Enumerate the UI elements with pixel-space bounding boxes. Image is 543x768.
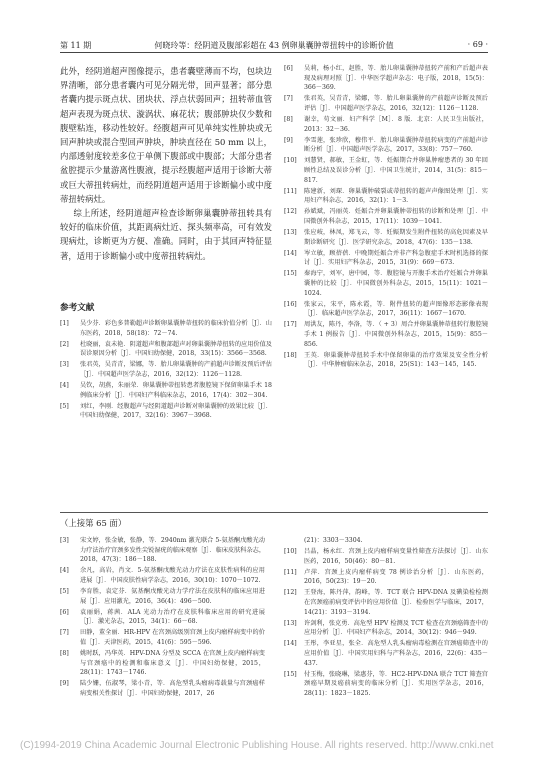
reference-number: [7] — [60, 629, 69, 637]
reference-text: 陆少姗，伍淑琴，梁小青，等．高危型乳头瘤病毒载量与宫颈癌样病变相关性探讨［J］．中国妇幼保健，2017，26 — [80, 680, 265, 697]
reference-text: 张家云，宋平，陈永霞，等．附件扭转的超声图像形态影像表现［J］．临床超声医学杂志，2017，36(11)：1667－1670. — [304, 300, 488, 318]
reference-text: 孙斌斌，冯丽英．妊娠合并卵巢囊肿蒂扭转的诊断和处理［J］．中国微创外科杂志，2015，17(11)：1039－1041. — [304, 208, 488, 225]
reference-number: [7] — [284, 95, 293, 103]
reference-item — [60, 319, 272, 338]
reference-number: [4] — [60, 567, 69, 575]
reference-item — [284, 351, 488, 370]
body-text — [60, 64, 272, 263]
reference-item — [284, 670, 488, 699]
reference-item — [284, 156, 488, 185]
reference-item — [60, 628, 265, 647]
reference-text: 刘红，李刚．经腹超声与经阴道超声诊断对卵巢囊肿的效果比较［J］．中国妇幼保健，2017，32(16)：3967－3968. — [80, 402, 272, 420]
reference-item — [60, 340, 272, 359]
reference-item — [284, 269, 488, 298]
reference-number: [10] — [284, 548, 297, 556]
reference-number: [17] — [284, 321, 297, 329]
reference-item — [60, 679, 265, 698]
reference-number: [14] — [284, 249, 297, 257]
reference-text: 杜晓丽，袁未艳．阴道超声和腹部超声对卵巢囊肿蒂扭转的应用价值及误诊原因分析［J］．中国妇幼保健，2018，33(15)：3566－3568. — [80, 340, 272, 358]
paragraph-1: 此外，经阴道超声图像提示，患者囊壁薄而不均，包块边界清晰，部分患者囊内可见分隔光带，回声显著；部分患者囊内提示斑点状、团块状、浮点状弱回声；扭转蒂血管超声表现为斑点状、漩涡状、麻花状；腹部肿块仅少数和腹壁粘连，移动性较好。经腹超声可见单纯实性肿块或无回声肿块或混合型回声肿块，肿块直径在 50 mm 以上，内部透射度较差多位于单侧下腹部或中腹部；大部分患者盆腔提示少量游离性腹液，提示经腹超声适用于诊断大蒂或巨大蒂扭转病灶，而经阴道超声适用于诊断偏小或中度蒂扭转病灶。 — [60, 66, 272, 204]
reference-item — [60, 360, 272, 379]
reference-number: [15] — [284, 670, 297, 678]
reference-text: 谢幸，苟文丽．妇产科学［M］．8 版．北京：人民卫生出版社，2013：32－36. — [304, 115, 488, 133]
reference-item — [284, 320, 488, 349]
references-heading: 参考文献 — [60, 303, 95, 313]
page-number: · 69 · — [467, 40, 488, 49]
reference-item — [60, 649, 265, 678]
reference-text: 付玉梅，张晓琳，梁惠芬，等．HC2-HPV-DNA 联合 TCT 筛查宫颈癌早期及癌前病变的临床分析［J］．实用医学杂志，2016，28(11)：1823－1825. — [304, 670, 488, 697]
reference-item — [60, 608, 265, 627]
reference-number: [15] — [284, 270, 297, 278]
reference-item — [284, 64, 488, 93]
reference-number: [2] — [60, 340, 69, 348]
reference-number: [3] — [60, 537, 69, 544]
section-divider — [60, 512, 488, 513]
reference-item — [284, 207, 488, 226]
references-bottom-left — [60, 536, 265, 700]
reference-number: [6] — [60, 608, 69, 616]
reference-text: 王彤，李亚星，张全．高危型人乳头瘤病毒检测在宫颈癌筛查中的应用价值［J］．中国实用妇科与产科杂志，2016，22(6)：435－437. — [304, 640, 488, 667]
reference-text: 卢萍．宫颈上皮内瘤样病变 78 例诊治分析［J］．山东医药，2016，50(23)：19－20. — [304, 568, 488, 586]
reference-number: [5] — [60, 402, 69, 410]
reference-item — [284, 300, 488, 319]
reference-item — [60, 402, 272, 421]
reference-text: 吴莉，杨小红，赵胜，等．胎儿卵巢囊肿蒂扭转产前和产后超声表现及病理对照［J］．中华医学超声杂志：电子版，2018，15(5)：366－369. — [304, 65, 488, 92]
issue-number: 第 11 期 — [60, 41, 92, 50]
reference-item — [284, 136, 488, 155]
reference-number: [10] — [284, 157, 297, 165]
reference-item — [284, 228, 488, 247]
continued-label: （上接第 65 面） — [60, 518, 127, 528]
reference-number: [3] — [60, 361, 69, 369]
reference-number: [16] — [284, 300, 297, 308]
reference-number: [1] — [60, 320, 69, 327]
reference-text: 陈建新，刘琛．卵巢囊肿破裂或蒂扭转的超声声像图处理［J］．实用妇产科杂志，2016，32(1)：1－3. — [304, 187, 488, 205]
reference-text: 姚时跃，冯华英．HPV-DNA 分型及 SCCA 在宫颈上皮内瘤样病变与宫颈癌中的检测和临床意义［J］．中国妇幼保健，2015，28(11)：1743－1746. — [80, 650, 265, 677]
reference-item — [284, 588, 488, 617]
reference-item — [284, 536, 488, 546]
copyright-footer: (C)1994-2019 China Academic Journal Electronic Publishing House. All rights reserved. http://www.cnki.net — [20, 740, 494, 751]
reference-number: [18] — [284, 351, 297, 359]
reference-item — [284, 619, 488, 638]
reference-text: 张君英，吴青青，梁娜，等．胎儿卵巢囊肿的产前超声诊断及预后评估［J］．中国超声医学杂志，2016，32(12)：1126－1128. — [304, 95, 488, 112]
reference-number: [13] — [284, 619, 297, 627]
paragraph-2: 综上所述，经阴道超声检查诊断卵巢囊肿蒂扭转具有较好的临床价值，其距离病灶近、探头频率高，可有效发现病灶，诊断更为方便、准确。同时，由于其回声特征显著，适用于诊断偏小或中度蒂扭转病灶。 — [60, 208, 272, 261]
reference-item — [284, 639, 488, 668]
reference-text: 田静，董全丽．HR-HPV 在宫颈高级别宫颈上皮内瘤样病变中的价值［J］．天津医药，2015，41(6)：595－596. — [80, 629, 265, 646]
reference-text: 王登海，陈丹萍，韵峰，等．TCT 联合 HPV-DNA 及碘染检检测在宫颈癌前病变评估中的应用价值［J］．检验医学与临床，2017，14(21)：3193－3194. — [304, 589, 488, 616]
reference-text: 吴钦，胡燕，朱丽荣．卵巢囊肿蒂扭转患者腹腔镜下保留卵巢手术 18 例临床分析［J］．中国妇产科临床杂志，2016，17(4)：302－304. — [80, 382, 272, 399]
reference-text: 秦海宁，刘军，唐中园，等．腹腔镜与开腹手术治疗妊娠合并卵巢囊肿的比较［J］．中国微创外科杂志，2015，15(11)：1021－1024. — [304, 270, 488, 297]
reference-item — [284, 547, 488, 566]
references-bottom-right — [284, 536, 488, 700]
reference-number: [4] — [60, 382, 69, 390]
article-title: 何晓玲等：经阴道及腹部彩超在 43 例卵巢囊肿蒂扭转中的诊断价值 — [154, 41, 394, 50]
reference-text: 许剑利，张克勇．高危型 HPV 检测及 TCT 检查在宫颈癌筛查中的应用分析［J］．中国妇产科杂志，2014，30(12)：946－949. — [304, 619, 488, 637]
reference-number: [11] — [284, 568, 297, 576]
reference-text: 李雪莲，张珍欣，穆伟平．胎儿卵巢囊肿蒂扭转病变的产前超声诊断分析［J］．中国超声医学杂志，2017，33(8)：757－760. — [304, 136, 488, 154]
reference-text: 吴少芬．彩色多普勒超声诊断卵巢囊肿蒂扭转的临床价值分析［J］．山东医药，2018，58(18)：72－74. — [80, 320, 272, 337]
reference-text: 袁丽娟，蒋茜．ALA 光动力治疗在皮肤科临床应用的研究进展［J］．激光杂志，2015，34(1)：66－68. — [80, 608, 265, 626]
reference-item — [284, 115, 488, 134]
reference-text: 张应岐，林凤，郑飞云，等．妊娠期发生附件扭转的高危因素及早期诊断研究［J］．医学研究杂志，2018，47(6)：135－138. — [304, 229, 488, 246]
reference-text: 吕晶，杨永红．宫颈上皮内瘤样病变量性筛查方法探讨［J］．山东医药，2016，50(46)：80－81. — [304, 548, 488, 565]
references-right — [284, 64, 488, 371]
reference-number: [11] — [284, 187, 297, 195]
reference-number: [12] — [284, 589, 297, 597]
reference-number: [8] — [60, 650, 69, 658]
reference-number: [13] — [284, 229, 297, 236]
reference-number: [9] — [60, 680, 69, 688]
reference-number: [6] — [284, 65, 293, 72]
reference-text: 王英．卵巢囊肿蒂扭转手术中保留卵巢的治疗效果及安全性分析［J］．中华肿瘤临床杂志，2018，25(S1)：143－145，145. — [304, 351, 488, 369]
reference-number: [9] — [284, 136, 293, 144]
reference-item — [60, 587, 265, 606]
reference-item — [60, 381, 272, 400]
reference-text: 宋文婷，张金敏，张静，等．2940nm 激光联合 5-氨基酮戊酸光动力疗法治疗宫颈多发性尖锐湿疣的临床观察［J］．临床皮肤科杂志，2018，47(3)：186－188. — [80, 537, 266, 564]
reference-item — [60, 566, 265, 585]
reference-number: [5] — [60, 587, 69, 595]
reference-text: 余凡，高岩，肖文．5-氨基酮戊酸光动力疗法在皮肤性病科的应用进展［J］．中国皮肤性病学杂志，2016，30(10)：1070－1072. — [80, 567, 265, 584]
reference-text: 李育胜，袁定芬．氨基酮戊酸光动力学疗法在皮肤科的临床应用进展［J］．应用激光，2016，36(4)：496－500. — [80, 587, 265, 605]
reference-item — [284, 187, 488, 206]
reference-number: [14] — [284, 640, 297, 648]
reference-item — [284, 568, 488, 587]
reference-item — [284, 94, 488, 113]
reference-item — [60, 536, 265, 565]
reference-text: 岑立敏，顾蓓蓓．中晚期妊娠合并非产科急腹症手术时机选择的探讨［J］．实用妇产科杂志，2015，31(9)：669－673. — [304, 249, 488, 267]
reference-text: 张君英，吴青青，梁娜，等．胎儿卵巢囊肿的产前超声诊断及预后评估［J］．中国超声医学杂志，2016，32(12)：1126－1128. — [80, 361, 272, 378]
running-header — [60, 38, 488, 53]
reference-text: 周洪友，陈丹，李洛，等．（ + 3）周合并卵巢囊肿蒂扭转行腹腔镜手术 1 例报告［J］．中国微创外科杂志，2015，15(9)：855－856. — [304, 321, 488, 348]
reference-number: [12] — [284, 208, 297, 216]
references-left — [60, 319, 272, 422]
reference-text: (21)：3303－3304. — [304, 537, 363, 544]
reference-number: [8] — [284, 115, 293, 123]
reference-text: 刘慧贤，郝敏，王金虹，等．妊娠期合并卵巢肿瘤患者的 30 年回顾性总结及误诊分析［J］．中国卫生统计，2014，31(5)：815－817. — [304, 157, 488, 184]
reference-item — [284, 249, 488, 268]
